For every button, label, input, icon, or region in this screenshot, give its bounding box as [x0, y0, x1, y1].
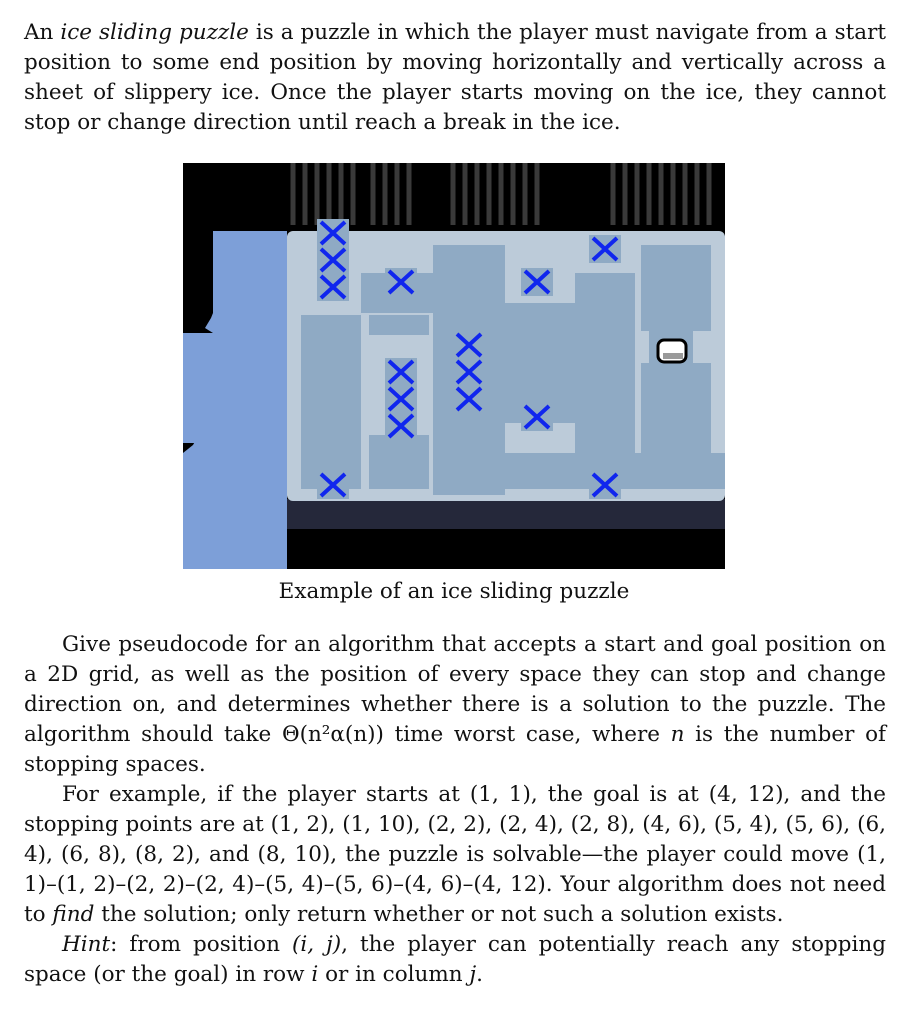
ice-puzzle-image	[183, 163, 725, 569]
figure-caption: Example of an ice sliding puzzle	[278, 579, 630, 604]
document-page	[24, 18, 886, 987]
stone-icon	[649, 329, 693, 373]
example-paragraph: For example, if the player starts at (1, 1), the goal is at (4, 12), and the stopping points are at (1, 2), (1, 10), (2, 2), (2, 4), (2, 8), (4, 6), (5, 4), (5, 6), (6, 4), (6, 8), (8, 2), and (8, 10), the puzzle is solvable—the player could move (1, 1)–(1, 2)–(2, 2)–(2, 4)–(5, 4)–(5, 6)–(4, 6)–(4, 12). Your algorithm does not need to find the solution; only return whether or not such a solution exists.	[24, 782, 886, 927]
hint-paragraph: Hint: from position (i, j), the player can potentially reach any stopping space (or the goal) in row i or in column j.	[24, 932, 886, 987]
term-emphasis: ice sliding puzzle	[60, 20, 249, 45]
complexity-expression: Θ(n²α(n))	[281, 722, 384, 747]
intro-paragraph: An ice sliding puzzle is a puzzle in which the player must navigate from a start position to some end position by moving horizontally and vertically across a sheet of slippery ice. Once the player starts moving on the ice, they cannot stop or change direction until reach a break in the ice.	[24, 20, 886, 135]
rock-edge	[287, 499, 725, 529]
railing	[293, 163, 709, 225]
problem-body	[24, 630, 886, 990]
hint-label: Hint	[62, 932, 111, 957]
puzzle-figure	[183, 163, 725, 607]
task-paragraph: Give pseudocode for an algorithm that accepts a start and goal position on a 2D grid, as well as the position of every space they can stop and change direction on, and determines whether there is a solution to the puzzle. The algorithm should take Θ(n²α(n)) time worst case, where n is the number of stopping spaces.	[24, 632, 886, 777]
